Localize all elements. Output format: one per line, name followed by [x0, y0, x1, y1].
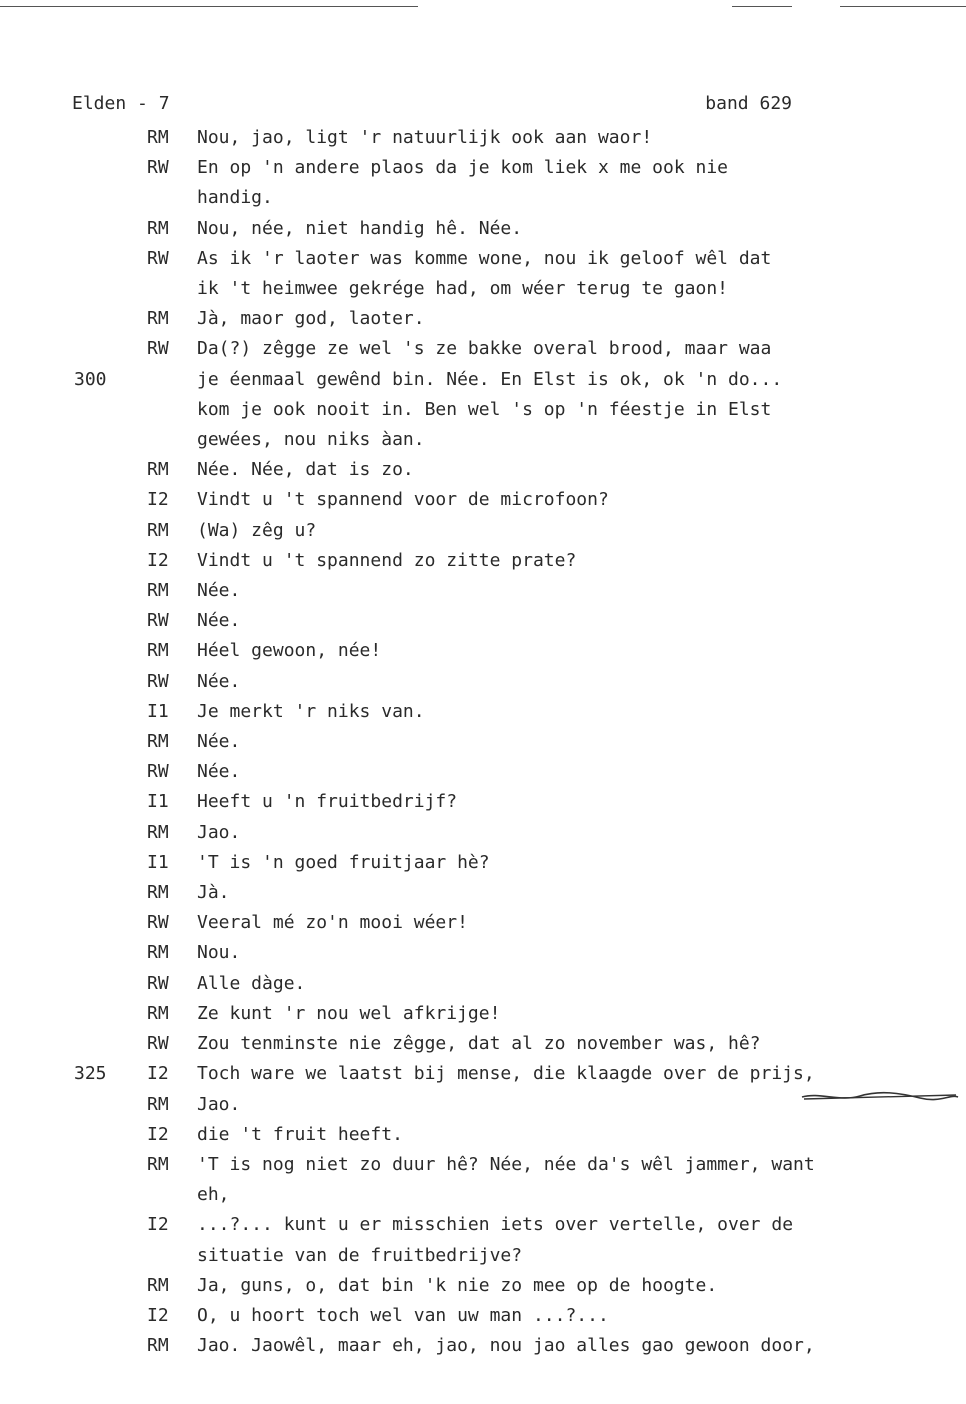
speaker-code: I1 [147, 791, 169, 813]
transcript-line [0, 153, 966, 183]
transcript [0, 123, 966, 1361]
speaker-code: RM [147, 580, 169, 602]
speaker-code: I1 [147, 700, 169, 722]
utterance-text: Jà. [197, 882, 230, 904]
transcript-line [0, 848, 966, 878]
utterance-text: Née. [197, 610, 241, 632]
transcript-line [0, 727, 966, 757]
utterance-text: Da(?) zêgge ze wel 's ze bakke overal brood, maar waa [197, 338, 772, 360]
speaker-code: RM [147, 1153, 169, 1175]
speaker-code: RM [147, 821, 169, 843]
utterance-text: Veeral mé zo'n mooi wéer! [197, 912, 468, 934]
transcript-line [0, 1301, 966, 1331]
speaker-code: RM [147, 1093, 169, 1115]
speaker-code: I2 [147, 1304, 169, 1326]
utterance-text: eh, [197, 1184, 230, 1206]
speaker-code: I2 [147, 549, 169, 571]
utterance-text: Jà, maor god, laoter. [197, 308, 425, 330]
utterance-text: Toch ware we laatst bij mense, die klaagde over de prijs, [197, 1063, 815, 1085]
scan-edge-line-far-right [840, 6, 966, 7]
utterance-text: ik 't heimwee gekrége had, om wéer terug te gaon! [197, 278, 729, 300]
scan-edge-line-right [732, 6, 792, 7]
transcript-line [0, 1271, 966, 1301]
transcript-line [0, 1059, 966, 1089]
transcript-line [0, 636, 966, 666]
transcript-line [0, 1120, 966, 1150]
speaker-code: RW [147, 972, 169, 994]
utterance-text: Alle dàge. [197, 972, 306, 994]
transcript-line [0, 1210, 966, 1240]
transcript-line [0, 455, 966, 485]
line-number: 325 [74, 1063, 107, 1085]
speaker-code: RW [147, 670, 169, 692]
transcript-line [0, 697, 966, 727]
speaker-code: RM [147, 459, 169, 481]
utterance-text: ...?... kunt u er misschien iets over vertelle, over de [197, 1214, 794, 1236]
transcript-line [0, 123, 966, 153]
transcript-line [0, 667, 966, 697]
speaker-code: RM [147, 1002, 169, 1024]
utterance-text: Heeft u 'n fruitbedrijf? [197, 791, 458, 813]
transcript-line [0, 818, 966, 848]
speaker-code: RW [147, 338, 169, 360]
utterance-text: Née. [197, 580, 241, 602]
page-title: Elden - 7 [72, 93, 170, 114]
utterance-text: O, u hoort toch wel van uw man ...?... [197, 1304, 609, 1326]
speaker-code: RM [147, 217, 169, 239]
speaker-code: RW [147, 610, 169, 632]
speaker-code: I2 [147, 1123, 169, 1145]
transcript-line [0, 1150, 966, 1180]
transcript-line [0, 787, 966, 817]
utterance-text: Jao. [197, 821, 241, 843]
utterance-text: Née. [197, 761, 241, 783]
utterance-text: Vindt u 't spannend voor de microfoon? [197, 489, 609, 511]
speaker-code: RW [147, 247, 169, 269]
transcript-line [0, 546, 966, 576]
transcript-line [0, 274, 966, 304]
transcript-line [0, 606, 966, 636]
speaker-code: I2 [147, 1214, 169, 1236]
speaker-code: I1 [147, 851, 169, 873]
speaker-code: RW [147, 157, 169, 179]
page-header [72, 93, 792, 119]
transcript-line [0, 908, 966, 938]
speaker-code: RM [147, 731, 169, 753]
utterance-text: handig. [197, 187, 273, 209]
transcript-line [0, 1180, 966, 1210]
speaker-code: RM [147, 882, 169, 904]
transcript-line [0, 365, 966, 395]
transcript-line [0, 395, 966, 425]
transcript-line [0, 938, 966, 968]
utterance-text: 'T is nog niet zo duur hê? Née, née da's wêl jammer, want [197, 1153, 815, 1175]
utterance-text: je éenmaal gewênd bin. Née. En Elst is ok, ok 'n do... [197, 368, 783, 390]
speaker-code: RM [147, 519, 169, 541]
speaker-code: RM [147, 640, 169, 662]
utterance-text: die 't fruit heeft. [197, 1123, 403, 1145]
utterance-text: (Wa) zêg u? [197, 519, 317, 541]
utterance-text: gewées, nou niks àan. [197, 429, 425, 451]
transcript-line [0, 183, 966, 213]
transcript-line [0, 878, 966, 908]
utterance-text: Née. [197, 731, 241, 753]
utterance-text: Ja, guns, o, dat bin 'k nie zo mee op de hoogte. [197, 1274, 718, 1296]
utterance-text: Héel gewoon, née! [197, 640, 382, 662]
speaker-code: RM [147, 1335, 169, 1357]
speaker-code: RM [147, 1274, 169, 1296]
speaker-code: RW [147, 1033, 169, 1055]
utterance-text: kom je ook nooit in. Ben wel 's op 'n féestje in Elst [197, 398, 772, 420]
utterance-text: Nou. [197, 942, 241, 964]
transcript-line [0, 1241, 966, 1271]
utterance-text: Née. Née, dat is zo. [197, 459, 414, 481]
utterance-text: En op 'n andere plaos da je kom liek x me ook nie [197, 157, 729, 179]
transcript-line [0, 485, 966, 515]
utterance-text: Jao. [197, 1093, 241, 1115]
transcript-line [0, 334, 966, 364]
speaker-code: RW [147, 761, 169, 783]
scan-edge-line-left [0, 6, 418, 7]
line-number: 300 [74, 368, 107, 390]
utterance-text: Ze kunt 'r nou wel afkrijge! [197, 1002, 501, 1024]
speaker-code: I2 [147, 1063, 169, 1085]
transcript-line [0, 1029, 966, 1059]
utterance-text: Vindt u 't spannend zo zitte prate? [197, 549, 577, 571]
transcript-line [0, 425, 966, 455]
utterance-text: 'T is 'n goed fruitjaar hè? [197, 851, 490, 873]
utterance-text: situatie van de fruitbedrijve? [197, 1244, 523, 1266]
struck-out-handwriting [800, 1088, 960, 1106]
transcript-line [0, 576, 966, 606]
transcript-line [0, 757, 966, 787]
transcript-line [0, 244, 966, 274]
transcript-line [0, 214, 966, 244]
utterance-text: Zou tenminste nie zêgge, dat al zo november was, hê? [197, 1033, 761, 1055]
speaker-code: RM [147, 308, 169, 330]
utterance-text: As ik 'r laoter was komme wone, nou ik geloof wêl dat [197, 247, 772, 269]
transcript-line [0, 1331, 966, 1361]
utterance-text: Je merkt 'r niks van. [197, 700, 425, 722]
utterance-text: Nou, jao, ligt 'r natuurlijk ook aan waor! [197, 127, 653, 148]
transcript-line [0, 999, 966, 1029]
utterance-text: Nou, née, niet handig hê. Née. [197, 217, 523, 239]
utterance-text: Jao. Jaowêl, maar eh, jao, nou jao alles gao gewoon door, [197, 1335, 815, 1357]
speaker-code: RM [147, 942, 169, 964]
utterance-text: Née. [197, 670, 241, 692]
transcript-line [0, 516, 966, 546]
speaker-code: RW [147, 912, 169, 934]
speaker-code: I2 [147, 489, 169, 511]
transcript-line [0, 304, 966, 334]
speaker-code: RM [147, 127, 169, 148]
tape-band-number: band 629 [705, 93, 792, 114]
transcript-line [0, 969, 966, 999]
